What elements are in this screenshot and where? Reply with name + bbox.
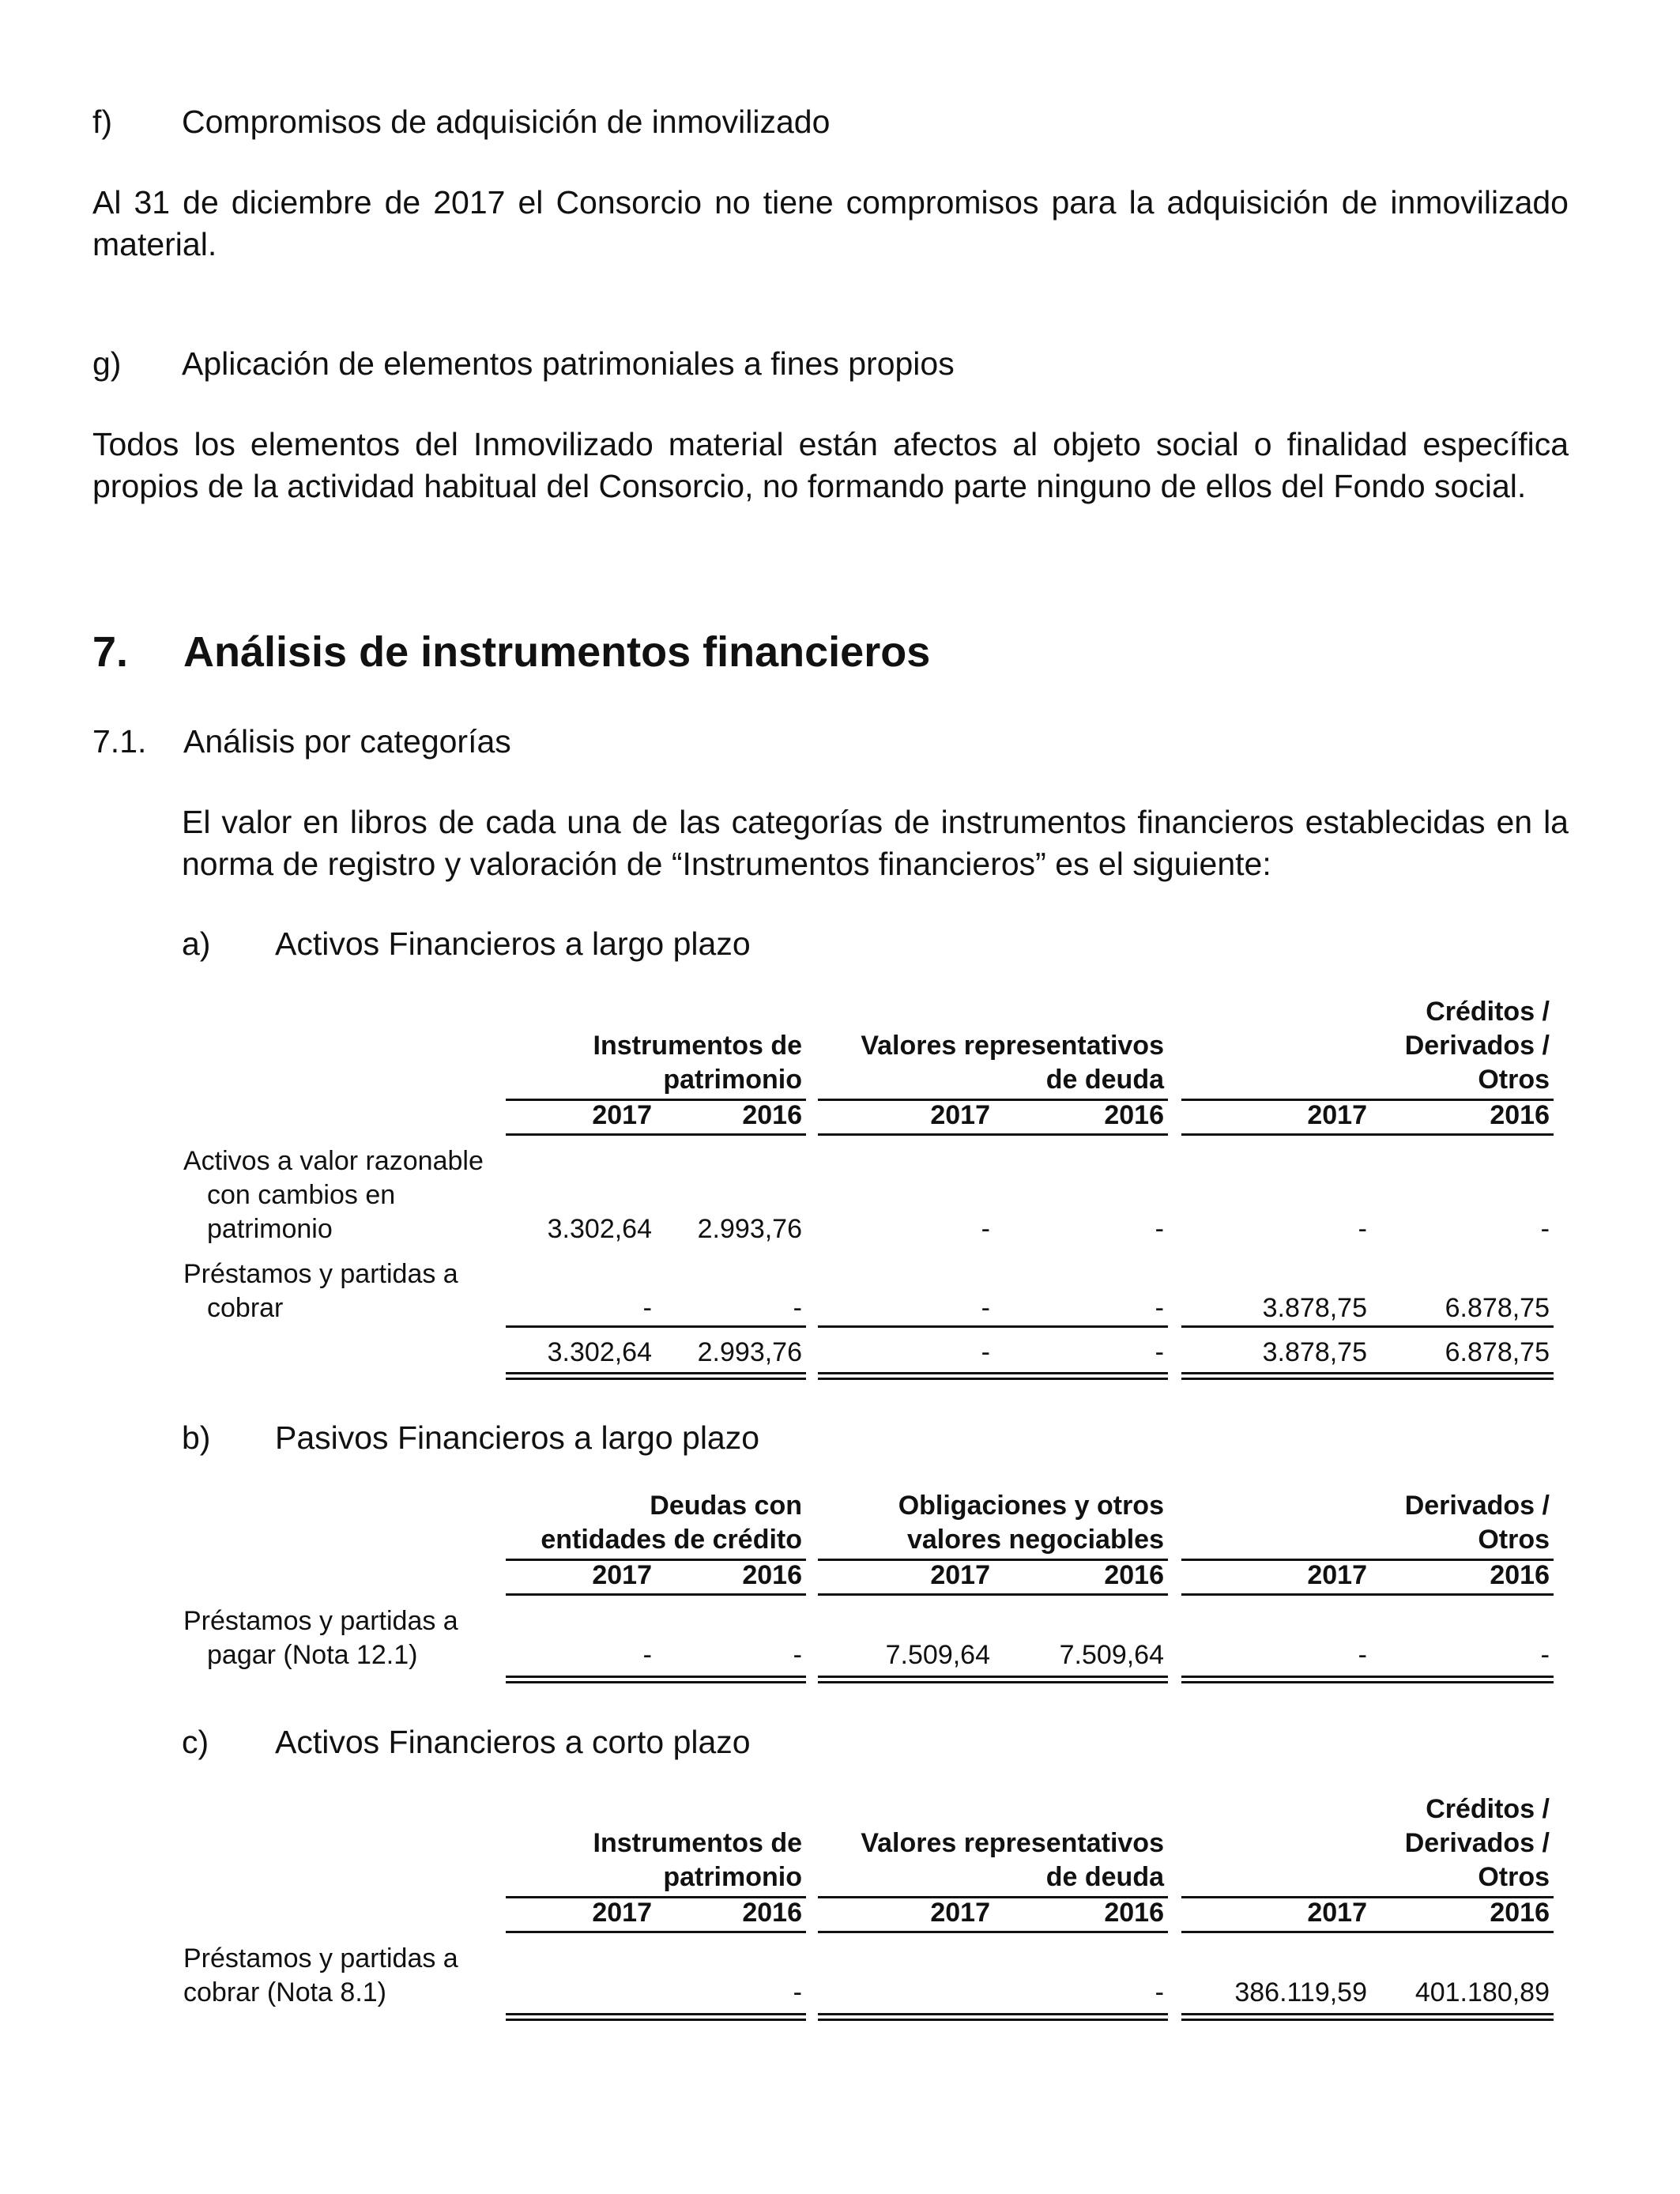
chapter-number: 7. bbox=[92, 628, 129, 676]
table-b-year-4: 2016 bbox=[1104, 1560, 1164, 1590]
table-c-total-double-rule-3 bbox=[1181, 2013, 1554, 2021]
table-c-letter: c) bbox=[182, 1724, 209, 1760]
chapter-title: Análisis de instrumentos financieros bbox=[183, 628, 931, 676]
table-b-total-double-rule-3 bbox=[1181, 1676, 1554, 1683]
section-g-letter: g) bbox=[92, 345, 122, 382]
table-b-row-1-label1: Préstamos y partidas a bbox=[183, 1606, 458, 1636]
table-a-subtotal-rule-3 bbox=[1181, 1325, 1554, 1328]
table-b-title: Pasivos Financieros a largo plazo bbox=[275, 1419, 760, 1456]
table-b-group-2-line2: valores negociables bbox=[906, 1525, 1164, 1555]
table-a-year-2: 2016 bbox=[742, 1100, 802, 1130]
table-c-group-3-line0: Créditos / bbox=[1426, 1794, 1550, 1824]
table-b-row-1-value-2: - bbox=[793, 1640, 802, 1670]
table-b-year-3: 2017 bbox=[930, 1560, 990, 1590]
table-c-year-rule-3 bbox=[1181, 1931, 1554, 1933]
table-a-group-1-line1: Instrumentos de bbox=[593, 1031, 802, 1061]
table-a-title: Activos Financieros a largo plazo bbox=[275, 925, 751, 962]
table-b-year-1: 2017 bbox=[592, 1560, 652, 1590]
table-c-group-3-line1: Derivados / bbox=[1404, 1828, 1550, 1858]
table-a-row-2-value-2: - bbox=[793, 1293, 802, 1323]
table-b-group-3-line1: Derivados / bbox=[1404, 1491, 1550, 1521]
table-a-row-2-value-4: - bbox=[1155, 1293, 1164, 1323]
table-c-group-1-line1: Instrumentos de bbox=[593, 1828, 802, 1858]
table-a-total-6: 6.878,75 bbox=[1445, 1337, 1550, 1367]
table-a-total-2: 2.993,76 bbox=[697, 1337, 802, 1367]
table-a-total-4: - bbox=[1155, 1337, 1164, 1367]
table-b-row-1-label2: pagar (Nota 12.1) bbox=[207, 1640, 418, 1670]
table-a-group-2-line2: de deuda bbox=[1045, 1065, 1164, 1095]
section-g-title: Aplicación de elementos patrimoniales a fines propios bbox=[182, 345, 955, 382]
table-a-year-3: 2017 bbox=[930, 1100, 990, 1130]
table-c-title: Activos Financieros a corto plazo bbox=[275, 1724, 751, 1760]
table-b-row-1-value-5: - bbox=[1358, 1640, 1367, 1670]
table-b-year-rule-3 bbox=[1181, 1593, 1554, 1596]
table-a-group-3-line1: Derivados / bbox=[1404, 1031, 1550, 1061]
table-c-year-4: 2016 bbox=[1104, 1898, 1164, 1928]
section-f-title: Compromisos de adquisición de inmovilizado bbox=[182, 104, 831, 140]
table-c-row-1-value-6: 401.180,89 bbox=[1414, 1977, 1550, 2007]
table-b-year-2: 2016 bbox=[742, 1560, 802, 1590]
table-a-year-6: 2016 bbox=[1490, 1100, 1550, 1130]
table-c-group-3-line2: Otros bbox=[1478, 1862, 1550, 1892]
table-c-total-double-rule-1 bbox=[506, 2013, 806, 2021]
table-c-group-1-line2: patrimonio bbox=[663, 1862, 802, 1892]
table-a-year-rule-1 bbox=[506, 1133, 806, 1136]
table-a-row-2-value-6: 6.878,75 bbox=[1445, 1293, 1550, 1323]
table-a-year-4: 2016 bbox=[1104, 1100, 1164, 1130]
table-a-year-rule-2 bbox=[818, 1133, 1168, 1136]
table-c-year-rule-1 bbox=[506, 1931, 806, 1933]
table-b-group-2-line1: Obligaciones y otros bbox=[898, 1491, 1164, 1521]
table-b-row-1-value-4: 7.509,64 bbox=[1059, 1640, 1164, 1670]
table-a-year-5: 2017 bbox=[1307, 1100, 1367, 1130]
table-c-total-double-rule-2 bbox=[818, 2013, 1168, 2021]
table-a-row-2-value-1: - bbox=[642, 1293, 652, 1323]
table-c-year-3: 2017 bbox=[930, 1898, 990, 1928]
table-a-row-1-value-4: - bbox=[1155, 1214, 1164, 1244]
table-a-row-1-label3: patrimonio bbox=[207, 1214, 333, 1244]
table-a-row-2-value-5: 3.878,75 bbox=[1262, 1293, 1367, 1323]
subsection-number: 7.1. bbox=[92, 723, 147, 760]
table-c-row-1-label2: cobrar (Nota 8.1) bbox=[183, 1977, 386, 2007]
table-a-total-double-rule-2 bbox=[818, 1372, 1168, 1380]
table-c-row-1-value-4: - bbox=[1155, 1977, 1164, 2007]
table-c-row-1-label1: Préstamos y partidas a bbox=[183, 1943, 458, 1973]
table-a-row-2-value-3: - bbox=[981, 1293, 990, 1323]
table-a-subtotal-rule-1 bbox=[506, 1325, 806, 1328]
table-a-group-1-line2: patrimonio bbox=[663, 1065, 802, 1095]
table-a-subtotal-rule-2 bbox=[818, 1325, 1168, 1328]
table-c-group-2-line1: Valores representativos bbox=[861, 1828, 1164, 1858]
table-a-letter: a) bbox=[182, 925, 211, 962]
table-a-total-double-rule-3 bbox=[1181, 1372, 1554, 1380]
table-b-group-1-line1: Deudas con bbox=[650, 1491, 802, 1521]
table-a-row-1-value-1: 3.302,64 bbox=[547, 1214, 652, 1244]
table-b-year-rule-1 bbox=[506, 1593, 806, 1596]
table-a-total-1: 3.302,64 bbox=[547, 1337, 652, 1367]
table-a-row-1-label2: con cambios en bbox=[207, 1180, 396, 1210]
subsection-title: Análisis por categorías bbox=[183, 723, 511, 760]
table-b-total-double-rule-2 bbox=[818, 1676, 1168, 1683]
section-g-paragraph: Todos los elementos del Inmovilizado material están afectos al objeto social o finalidad específica propios de la actividad habitual del Consorcio, no formando parte ninguno de ellos del Fondo social. bbox=[92, 426, 1569, 504]
table-a-year-1: 2017 bbox=[592, 1100, 652, 1130]
table-a-group-2-line1: Valores representativos bbox=[861, 1031, 1164, 1061]
table-b-year-rule-2 bbox=[818, 1593, 1168, 1596]
table-c-year-5: 2017 bbox=[1307, 1898, 1367, 1928]
subsection-intro: El valor en libros de cada una de las categorías de instrumentos financieros establecidas en la norma de registro y valoración de “Instrumentos financieros” es el siguiente: bbox=[182, 804, 1569, 882]
table-b-row-1-value-3: 7.509,64 bbox=[885, 1640, 990, 1670]
table-b-year-5: 2017 bbox=[1307, 1560, 1367, 1590]
table-c-group-2-line2: de deuda bbox=[1045, 1862, 1164, 1892]
table-b-row-1-value-6: - bbox=[1540, 1640, 1550, 1670]
table-b-group-1-line2: entidades de crédito bbox=[541, 1525, 802, 1555]
section-f-letter: f) bbox=[92, 104, 113, 140]
table-a-group-3-line0: Créditos / bbox=[1426, 997, 1550, 1027]
table-a-row-1-value-2: 2.993,76 bbox=[697, 1214, 802, 1244]
table-c-year-1: 2017 bbox=[592, 1898, 652, 1928]
table-a-row-1-value-3: - bbox=[981, 1214, 990, 1244]
table-a-row-2-label1: Préstamos y partidas a bbox=[183, 1259, 458, 1289]
table-c-year-6: 2016 bbox=[1490, 1898, 1550, 1928]
table-b-group-3-line2: Otros bbox=[1478, 1525, 1550, 1555]
table-c-row-1-value-5: 386.119,59 bbox=[1234, 1977, 1367, 2007]
table-a-group-3-line2: Otros bbox=[1478, 1065, 1550, 1095]
table-b-letter: b) bbox=[182, 1419, 211, 1456]
table-a-year-rule-3 bbox=[1181, 1133, 1554, 1136]
table-b-total-double-rule-1 bbox=[506, 1676, 806, 1683]
table-a-total-3: - bbox=[981, 1337, 990, 1367]
section-f-paragraph: Al 31 de diciembre de 2017 el Consorcio no tiene compromisos para la adquisición de inmovilizado material. bbox=[92, 184, 1569, 262]
table-c-year-2: 2016 bbox=[742, 1898, 802, 1928]
table-a-row-1-value-5: - bbox=[1358, 1214, 1367, 1244]
table-a-row-1-value-6: - bbox=[1540, 1214, 1550, 1244]
table-a-row-2-label2: cobrar bbox=[207, 1293, 284, 1323]
table-c-year-rule-2 bbox=[818, 1931, 1168, 1933]
table-c-row-1-value-2: - bbox=[793, 1977, 802, 2007]
table-a-total-5: 3.878,75 bbox=[1262, 1337, 1367, 1367]
table-b-row-1-value-1: - bbox=[642, 1640, 652, 1670]
table-a-row-1-label1: Activos a valor razonable bbox=[183, 1146, 484, 1176]
table-b-year-6: 2016 bbox=[1490, 1560, 1550, 1590]
table-a-total-double-rule-1 bbox=[506, 1372, 806, 1380]
